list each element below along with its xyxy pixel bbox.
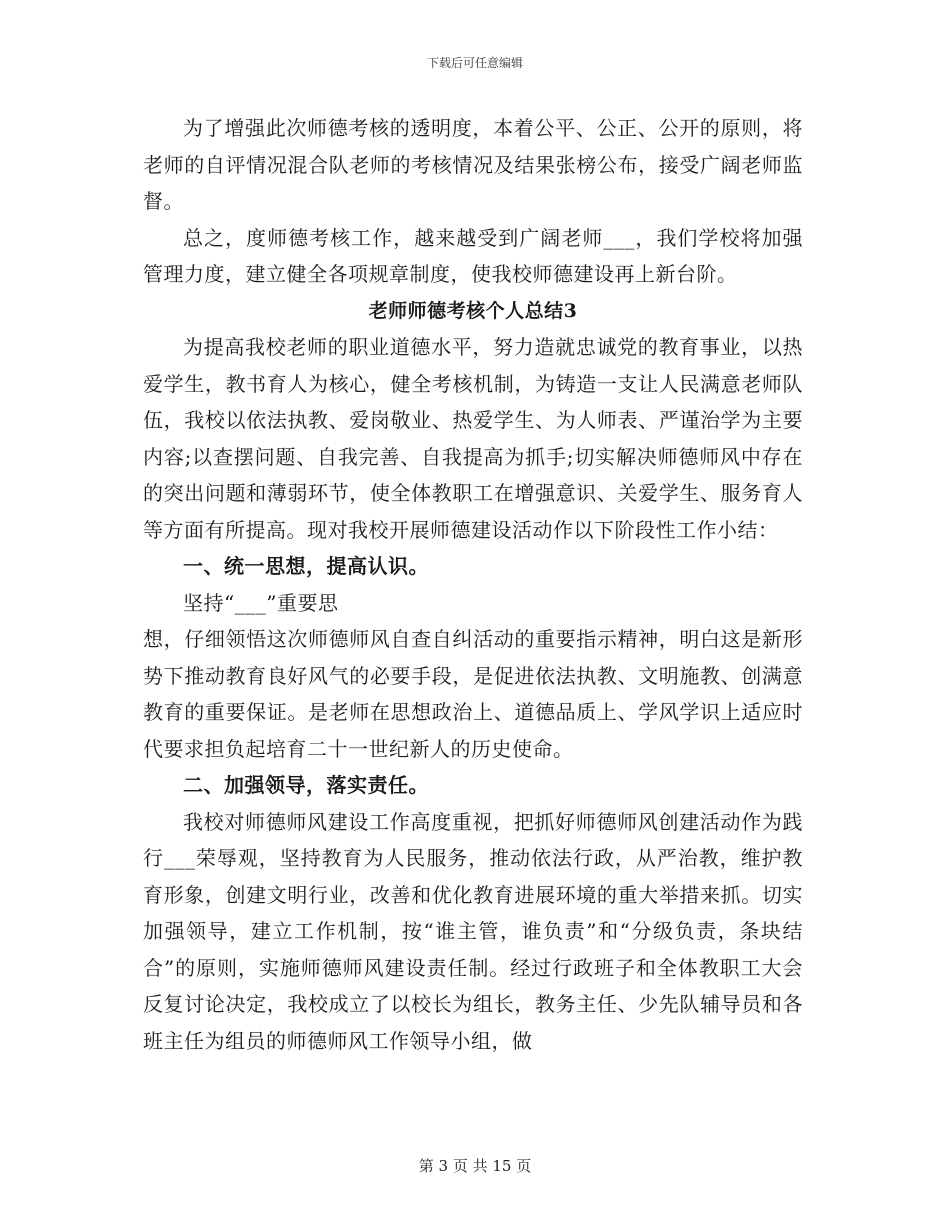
paragraph-1: 为了增强此次师德考核的透明度，本着公平、公正、公开的原则，将老师的自评情况混合队老师的考核情况及结果张榜公布，接受广阔老师监督。 (143, 116, 803, 213)
paragraph-4: 坚持“___”重要思 (183, 590, 339, 615)
heading-1: 一、统一思想，提高认识。 (183, 554, 429, 578)
paragraph-2: 总之，度师德考核工作，越来越受到广阔老师___，我们学校将加强管理力度，建立健全各项规章制度，使我校师德建设再上新台阶。 (143, 225, 803, 286)
paragraph-6: 我校对师德师风建设工作高度重视，把抓好师德师风创建活动作为践行___荣辱观，坚持教育为人民服务，推动依法行政，从严治教，维护教育形象，创建文明行业，改善和优化教育进展环境的重大举措来抓。切实加强领导，建立工作机制，按“谁主管，谁负责”和“分级负责，条块结合”的原则，实施师德师风建设责任制。经过行政班子和全体教职工大会反复讨论决定，我校成立了以校长为组长，教务主任、少先队辅导员和各班主任为组员的师德师风工作领导小组，做 (143, 809, 803, 1053)
document-body (143, 110, 803, 1059)
paragraph-3: 为提高我校老师的职业道德水平，努力造就忠诚党的教育事业，以热爱学生，教书育人为核心，健全考核机制，为铸造一支让人民满意老师队伍，我校以依法执教、爱岗敬业、热爱学生、为人师表、严谨治学为主要内容;以查摆问题、自我完善、自我提高为抓手;切实解决师德师风中存在的突出问题和薄弱环节，使全体教职工在增强意识、关爱学生、服务育人等方面有所提高。现对我校开展师德建设活动作以下阶段性工作小结： (143, 335, 803, 542)
section-title: 老师师德考核个人总结3 (368, 299, 578, 322)
heading-2: 二、加强领导，落实责任。 (183, 773, 429, 797)
page-header: 下载后可任意编辑 (426, 56, 523, 70)
page-footer: 第 3 页 共 15 页 (418, 1157, 532, 1175)
paragraph-5: 想，仔细领悟这次师德师风自查自纠活动的重要指示精神，明白这是新形势下推动教育良好风气的必要手段，是促进依法执教、文明施教、创满意教育的重要保证。是老师在思想政治上、道德品质上、学风学识上适应时代要求担负起培育二十一世纪新人的历史使命。 (143, 627, 803, 761)
